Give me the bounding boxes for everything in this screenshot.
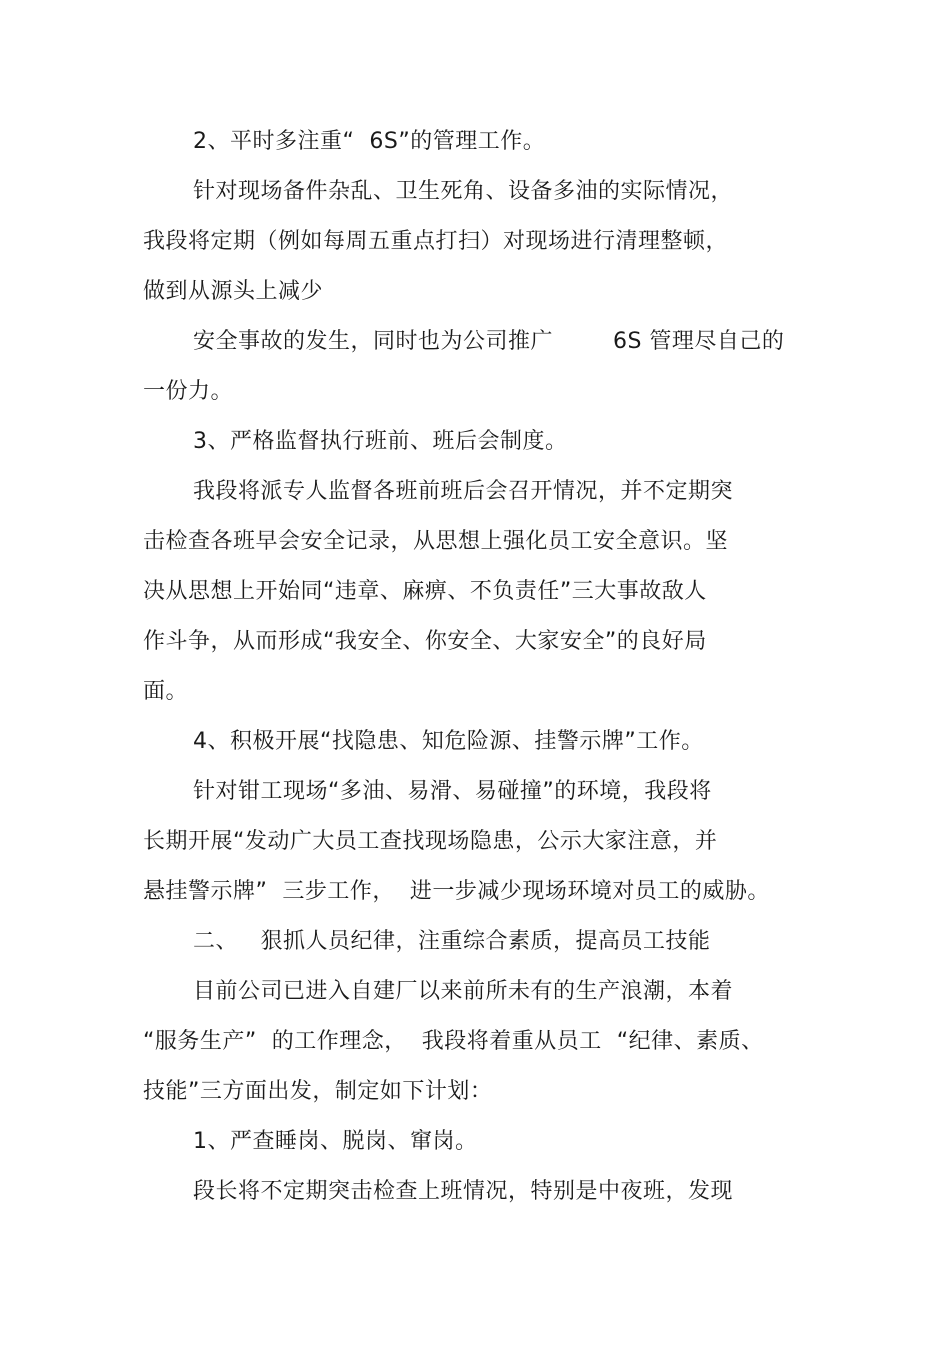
section-heading: 二、 狠抓人员纪律，注重综合素质，提高员工技能 (193, 929, 711, 954)
text-line: 技能”三方面出发，制定如下计划： (143, 1079, 493, 1104)
text-line: 作斗争，从而形成“我安全、你安全、大家安全”的良好局 (143, 629, 707, 654)
text-line: 决从思想上开始同“违章、麻痹、不负责任”三大事故敌人 (143, 579, 707, 604)
text-line: 击检查各班早会安全记录，从思想上强化员工安全意识。坚 (143, 529, 729, 554)
text-line: 我段将派专人监督各班前班后会召开情况，并不定期突 (193, 479, 734, 504)
text-line: 2、平时多注重“ 6S”的管理工作。 (193, 129, 546, 154)
text-line: 长期开展“发动广大员工查找现场隐患，公示大家注意，并 (143, 829, 718, 854)
text-line: 悬挂警示牌” 三步工作， 进一步减少现场环境对员工的威胁。 (143, 879, 770, 904)
text-line: 安全事故的发生，同时也为公司推广 6S 管理尽自己的 (193, 329, 785, 354)
text-line: 段长将不定期突击检查上班情况，特别是中夜班，发现 (193, 1179, 734, 1204)
text-line: 针对现场备件杂乱、卫生死角、设备多油的实际情况， (193, 179, 734, 204)
text-line: 针对钳工现场“多油、易滑、易碰撞”的环境，我段将 (193, 779, 712, 804)
text-line: 做到从源头上减少 (143, 279, 324, 304)
text-line: 1、严查睡岗、脱岗、窜岗。 (193, 1129, 478, 1154)
text-line: “服务生产” 的工作理念， 我段将着重从员工 “纪律、素质、 (143, 1029, 764, 1054)
text-line: 目前公司已进入自建厂以来前所未有的生产浪潮，本着 (193, 979, 734, 1004)
text-line: 4、积极开展“找隐患、知危险源、挂警示牌”工作。 (193, 729, 704, 754)
text-line: 3、严格监督执行班前、班后会制度。 (193, 429, 568, 454)
text-line: 面。 (143, 679, 189, 704)
text-line: 我段将定期（例如每周五重点打扫）对现场进行清理整顿， (143, 229, 729, 254)
text-line: 一份力。 (143, 379, 234, 404)
